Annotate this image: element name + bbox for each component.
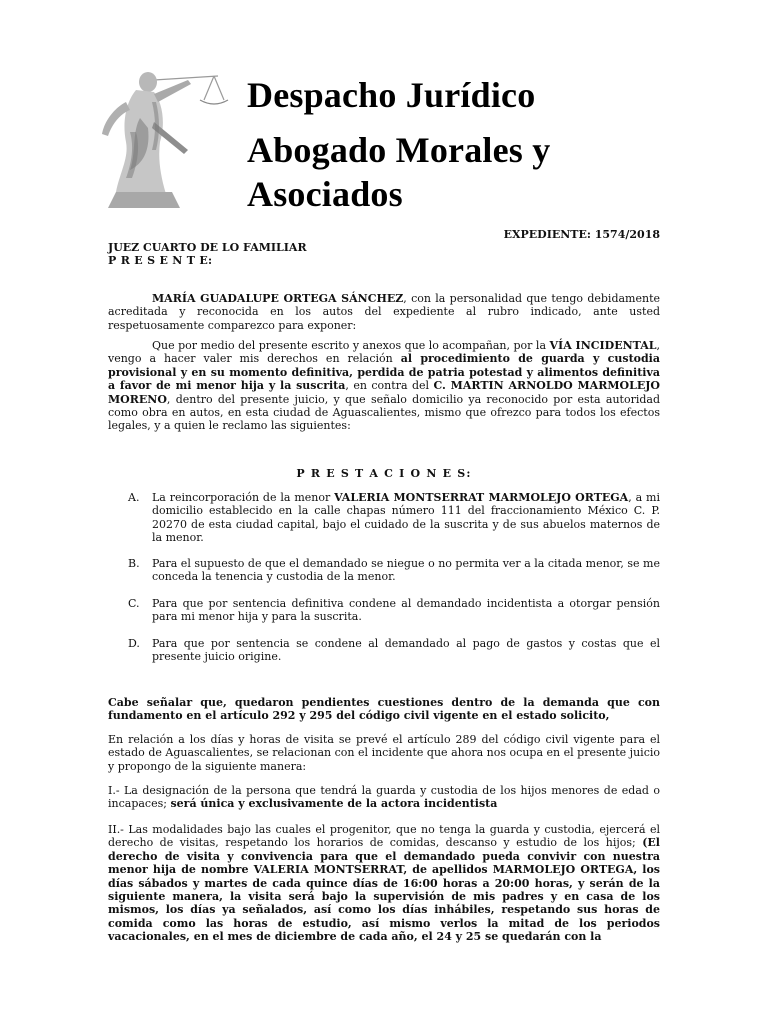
- lady-justice-logo: [96, 62, 236, 212]
- item-2-paragraph: [108, 823, 660, 944]
- firm-title-line3: Asociados: [247, 174, 403, 214]
- defendant-name: C. MARTIN ARNOLDO MARMOLEJO MORENO: [108, 379, 661, 406]
- prestaciones-title: P R E S T A C I O N E S:: [296, 467, 472, 480]
- item-1-paragraph: [108, 784, 660, 811]
- petitioner-name: MARÍA GUADALUPE ORTEGA SÁNCHEZ: [152, 292, 404, 305]
- para2-bold-2: al procedimiento de guarda y custodia provisional y en su momento definitiva, perdida de patria potestad y alimentos definitiva a favor de mi menor hija y la suscrita: [108, 352, 660, 393]
- firm-title-line2: Abogado Morales y: [247, 130, 551, 170]
- intro-paragraph: [108, 292, 660, 332]
- para2-text-2: , vengo a hacer valer mis derechos en relación: [108, 339, 660, 366]
- item-2-bold: (El derecho de visita y convivencia para que el demandado pueda convivir con nuestra menor hija de nombre VALERIA MONTSERRAT, de apellidos MARMOLEJO ORTEGA, los días sábados y martes de cada quince días de 16:00 horas a 20:00 horas, y serán de la siguiente manera, la visita será bajo la supervisión de mis padres y en casa de los mismos, los días ya señalados, así como los días inhábiles, respetando sus horas de comida como las horas de estudio, así mismo verlos la mitad de los periodos vacacionales, en el mes de diciembre de cada año, el 24 y 25 se quedarán con la: [108, 836, 660, 944]
- addressee-presente: P R E S E N T E:: [108, 254, 213, 267]
- list-letter: C.: [128, 597, 140, 610]
- para2-text-3: , en contra del: [345, 379, 434, 393]
- expediente-number: EXPEDIENTE: 1574/2018: [503, 228, 660, 241]
- minor-name: VALERIA MONTSERRAT MARMOLEJO ORTEGA: [334, 491, 629, 504]
- list-letter: B.: [128, 557, 140, 570]
- firm-title-line1: Despacho Jurídico: [247, 75, 536, 115]
- prestacion-c: [128, 597, 660, 624]
- prestacion-text: Para que por sentencia se condene al demandado al pago de gastos y costas que el presente juicio origine.: [152, 637, 660, 664]
- intro-text: , con la personalidad que tengo debidamente acreditada y reconocida en los autos del expediente al rubro indicado, ante usted respetuosamente comparezco para exponer:: [108, 292, 661, 332]
- prestacion-a: [128, 491, 660, 545]
- lady-justice-icon: [96, 62, 236, 212]
- item-2-text: II.- Las modalidades bajo las cuales el progenitor, que no tenga la guarda y custodia, ejercerá el derecho de visitas, respetando los horarios de comidas, descanso y estudio de los hijos;: [108, 823, 660, 850]
- prestacion-text: La reincorporación de la menor: [152, 491, 335, 504]
- prestacion-b: [128, 557, 660, 584]
- prestacion-text-2: , a mi domicilio establecido en la calle chapas número 111 del fraccionamiento México C. P. 20270 de esta ciudad capital, bajo el cuidado de la suscrita y de sus abuelos maternos de la menor.: [152, 491, 660, 545]
- para2-bold-1: VÍA INCIDENTAL: [549, 339, 657, 352]
- prestacion-text: Para que por sentencia definitiva condene al demandado incidentista a otorgar pensión para mi menor hija y para la suscrita.: [152, 597, 660, 624]
- relacion-paragraph: En relación a los días y horas de visita se prevé el artículo 289 del código civil vigente para el estado de Aguascalientes, se relacionan con el incidente que ahora nos ocupa en el presente juicio y propongo de la siguiente manera:: [108, 733, 660, 773]
- incidental-paragraph: [108, 339, 660, 433]
- prestacion-text: Para el supuesto de que el demandado se niegue o no permita ver a la citada menor, se me conceda la tenencia y custodia de la menor.: [152, 557, 660, 584]
- para2-text-1: Que por medio del presente escrito y anexos que lo acompañan, por la: [152, 339, 550, 352]
- addressee-judge: JUEZ CUARTO DE LO FAMILIAR: [108, 241, 307, 254]
- item-1-text: I.- La designación de la persona que tendrá la guarda y custodia de los hijos menores de edad o incapaces;: [108, 784, 660, 811]
- list-letter: A.: [128, 491, 140, 504]
- prestacion-d: [128, 637, 660, 664]
- para2-text-4: , dentro del presente juicio, y que señalo domicilio ya reconocido por esta autoridad como obra en autos, en esta ciudad de Aguascalientes, mismo que ofrezco para todos los efectos legales, y a quien le reclamo las siguientes:: [108, 392, 660, 433]
- cabe-senalar-paragraph: Cabe señalar que, quedaron pendientes cuestiones dentro de la demanda que con fundamento en el artículo 292 y 295 del código civil vigente en el estado solicito,: [108, 696, 660, 723]
- item-1-bold: será única y exclusivamente de la actora incidentista: [170, 797, 498, 811]
- list-letter: D.: [128, 637, 140, 650]
